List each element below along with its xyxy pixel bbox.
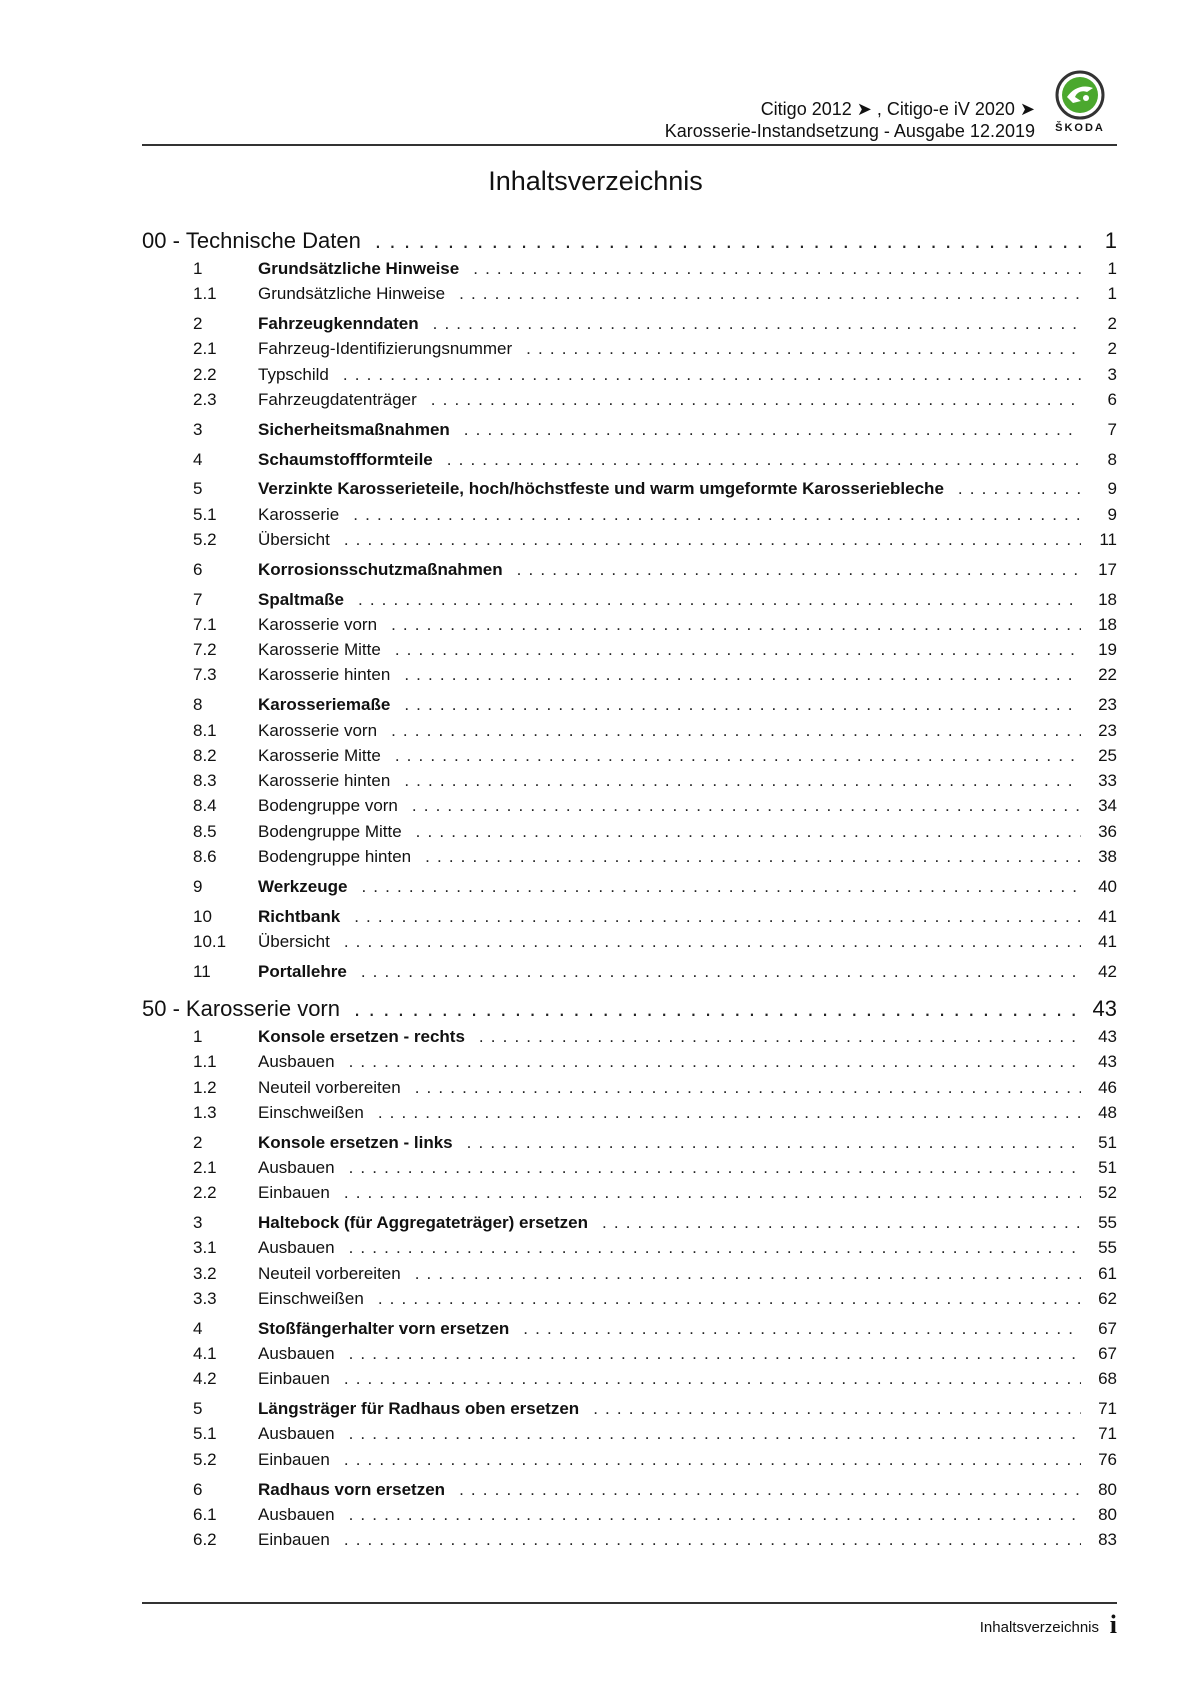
toc-number: 2.1 [193, 1158, 217, 1177]
toc-title: Einschweißen [258, 1288, 364, 1308]
toc-number: 8.3 [193, 771, 217, 791]
toc-title: Einbauen [258, 1449, 330, 1469]
toc-title: Ausbauen [258, 1238, 335, 1258]
toc-page-number: 41 [1098, 906, 1117, 926]
toc-subsection[interactable] [142, 362, 1117, 387]
toc-leader-dots [447, 447, 1081, 472]
toc-page-number: 19 [1098, 640, 1117, 660]
toc-title: Karosseriemaße [258, 695, 391, 715]
toc-page-number: 1 [1107, 284, 1117, 304]
toc-page-number: 38 [1098, 847, 1117, 867]
footer-divider [142, 1602, 1117, 1604]
toc-page-number: 51 [1098, 1158, 1117, 1177]
toc-leader-dots [358, 587, 1081, 612]
toc-number: 6 [193, 559, 203, 579]
toc-leader-dots [391, 718, 1081, 743]
toc-number: 8.4 [193, 796, 217, 816]
toc-title: Richtbank [258, 906, 341, 926]
toc-number: 7.1 [193, 614, 217, 634]
toc-title: Ausbauen [258, 1158, 335, 1177]
toc-subsection[interactable] [142, 387, 1117, 412]
toc-page-number: 52 [1098, 1183, 1117, 1203]
toc-page-number: 8 [1107, 449, 1117, 469]
toc-title: Ausbauen [258, 1504, 335, 1524]
toc-subsection[interactable] [142, 819, 1117, 844]
toc-title: Typschild [258, 364, 329, 384]
toc-chapter[interactable] [142, 994, 1117, 1024]
toc-title: Einbauen [258, 1369, 330, 1389]
toc-page-number: 3 [1107, 364, 1117, 384]
toc-subsection[interactable] [142, 1261, 1117, 1286]
toc-number: 6 [193, 1479, 203, 1499]
toc-leader-dots [353, 502, 1081, 527]
toc-title: Fahrzeugkenndaten [258, 314, 419, 334]
toc-subsection[interactable] [142, 1235, 1117, 1260]
toc-title: Technische Daten [185, 228, 361, 253]
toc-number: 1.3 [193, 1102, 217, 1122]
toc-subsection[interactable] [142, 336, 1117, 361]
toc-number: 7.2 [193, 640, 217, 660]
toc-number: 50 - [142, 996, 180, 1022]
toc-number: 8.6 [193, 847, 217, 867]
toc-page-number: 18 [1098, 614, 1117, 634]
toc-subsection[interactable] [142, 929, 1117, 954]
toc-page-number: 7 [1107, 419, 1117, 439]
footer-label: Inhaltsverzeichnis [979, 1619, 1099, 1636]
toc-title: Ausbauen [258, 1052, 335, 1072]
toc-number: 00 - [142, 228, 180, 253]
toc-title: Karosserie vorn [258, 614, 378, 634]
skoda-wordmark: ŠKODA [1055, 122, 1105, 134]
toc-title: Bodengruppe vorn [258, 796, 398, 816]
footer-page-number: i [1109, 1610, 1117, 1639]
toc-page-number: 1 [1107, 259, 1117, 278]
toc-section[interactable] [142, 256, 1117, 281]
table-of-contents [142, 226, 1117, 1552]
toc-section[interactable] [142, 311, 1117, 336]
toc-page-number: 23 [1098, 720, 1117, 740]
toc-page-number: 80 [1098, 1504, 1117, 1524]
toc-subsection[interactable] [142, 1447, 1117, 1472]
toc-leader-dots [343, 362, 1081, 387]
toc-section[interactable] [142, 587, 1117, 612]
toc-number: 3.2 [193, 1263, 217, 1283]
toc-title: Fahrzeug-Identifizierungsnummer [258, 339, 513, 359]
toc-number: 1.1 [193, 284, 217, 304]
toc-leader-dots [354, 904, 1081, 929]
toc-page-number: 61 [1098, 1263, 1117, 1283]
toc-number: 6.1 [193, 1504, 217, 1524]
toc-page-number: 55 [1098, 1213, 1117, 1233]
toc-number: 3 [193, 419, 203, 439]
toc-page-number: 68 [1098, 1369, 1117, 1389]
toc-leader-dots [344, 929, 1081, 954]
toc-leader-dots [523, 1316, 1081, 1341]
toc-page-number: 67 [1098, 1318, 1117, 1338]
toc-leader-dots [395, 743, 1081, 768]
toc-page-number: 9 [1107, 479, 1117, 499]
toc-number: 8.2 [193, 745, 217, 765]
toc-page-number: 2 [1107, 339, 1117, 359]
toc-leader-dots [479, 1024, 1081, 1049]
toc-page-number: 43 [1098, 1052, 1117, 1072]
toc-section[interactable] [142, 692, 1117, 717]
toc-leader-dots [517, 557, 1081, 582]
toc-title: Neuteil vorbereiten [258, 1263, 401, 1283]
toc-page-number: 2 [1107, 314, 1117, 334]
toc-page-number: 80 [1098, 1479, 1117, 1499]
toc-leader-dots [349, 1341, 1081, 1366]
toc-title: Karosserie vorn [258, 720, 378, 740]
toc-leader-dots [378, 1286, 1081, 1311]
toc-page-number: 83 [1098, 1530, 1117, 1550]
toc-subsection[interactable] [142, 793, 1117, 818]
toc-page-number: 17 [1098, 559, 1117, 579]
toc-title: Fahrzeugdatenträger [258, 389, 417, 409]
toc-subsection[interactable] [142, 502, 1117, 527]
toc-title: Längsträger für Radhaus oben ersetzen [258, 1399, 580, 1419]
toc-section[interactable] [142, 1316, 1117, 1341]
toc-title: Schaumstoffformteile [258, 449, 433, 469]
toc-number: 5.2 [193, 1449, 217, 1469]
toc-leader-dots [464, 417, 1081, 442]
toc-number: 5.1 [193, 504, 217, 524]
toc-section[interactable] [142, 874, 1117, 899]
toc-title: Karosserie hinten [258, 771, 391, 791]
toc-leader-dots [344, 1527, 1081, 1552]
toc-title: Ausbauen [258, 1344, 335, 1364]
toc-number: 5 [193, 479, 203, 499]
header-text [665, 98, 1035, 142]
toc-leader-dots [344, 1366, 1081, 1391]
toc-leader-dots [412, 793, 1081, 818]
toc-leader-dots [395, 637, 1081, 662]
toc-page-number: 40 [1098, 876, 1117, 896]
toc-leader-dots [404, 768, 1081, 793]
toc-title: Einschweißen [258, 1102, 364, 1122]
toc-title: Karosserie vorn [185, 996, 340, 1022]
toc-number: 3.1 [193, 1238, 217, 1258]
toc-leader-dots [415, 1075, 1081, 1100]
toc-title: Karosserie [258, 504, 340, 524]
toc-subsection[interactable] [142, 844, 1117, 869]
toc-section[interactable] [142, 417, 1117, 442]
toc-subsection[interactable] [142, 1075, 1117, 1100]
toc-leader-dots [375, 226, 1081, 256]
toc-page-number: 76 [1098, 1449, 1117, 1469]
toc-leader-dots [354, 994, 1081, 1024]
toc-number: 2.3 [193, 389, 217, 409]
header-edition-line: Karosserie-Instandsetzung - Ausgabe 12.2019 [664, 121, 1035, 141]
toc-number: 1.2 [193, 1077, 217, 1097]
toc-leader-dots [425, 844, 1081, 869]
toc-page-number: 6 [1107, 389, 1117, 409]
toc-leader-dots [361, 959, 1081, 984]
toc-leader-dots [349, 1235, 1081, 1260]
toc-title: Werkzeuge [258, 876, 348, 896]
toc-number: 5 [193, 1399, 203, 1419]
toc-leader-dots [349, 1502, 1081, 1527]
toc-leader-dots [344, 1180, 1081, 1205]
toc-leader-dots [391, 612, 1081, 637]
toc-leader-dots [433, 311, 1081, 336]
toc-number: 1 [193, 1027, 203, 1047]
toc-number: 5.1 [193, 1424, 217, 1444]
toc-number: 4 [193, 449, 203, 469]
toc-number: 6.2 [193, 1530, 217, 1550]
toc-page-number: 71 [1098, 1424, 1117, 1444]
toc-page-number: 51 [1098, 1132, 1117, 1152]
toc-title: Konsole ersetzen - rechts [258, 1027, 465, 1047]
header-divider [142, 144, 1117, 146]
toc-number: 2 [193, 314, 203, 334]
toc-title: Haltebock (für Aggregateträger) ersetzen [258, 1213, 589, 1233]
toc-page-number: 46 [1098, 1077, 1117, 1097]
toc-subsection[interactable] [142, 1341, 1117, 1366]
toc-page-number: 22 [1098, 665, 1117, 685]
toc-number: 11 [193, 961, 211, 981]
toc-title: Übersicht [258, 931, 330, 951]
toc-page-number: 1 [1104, 228, 1117, 253]
toc-page-number: 36 [1098, 821, 1117, 841]
header-model-line: Citigo 2012 ➤ , Citigo-e iV 2020 ➤ [760, 99, 1035, 119]
toc-leader-dots [467, 1130, 1081, 1155]
toc-leader-dots [349, 1155, 1081, 1180]
toc-title: Korrosionsschutzmaßnahmen [258, 559, 503, 579]
toc-title: Portallehre [258, 961, 347, 981]
toc-section[interactable] [142, 1396, 1117, 1421]
toc-page-number: 43 [1092, 996, 1117, 1022]
toc-section[interactable] [142, 1210, 1117, 1235]
toc-page-number: 55 [1098, 1238, 1117, 1258]
toc-subsection[interactable] [142, 1100, 1117, 1125]
toc-title: Einbauen [258, 1530, 330, 1550]
toc-leader-dots [404, 692, 1081, 717]
toc-title: Verzinkte Karosserieteile, hoch/höchstfeste und warm umgeformte Karosseriebleche [258, 479, 944, 499]
toc-section[interactable] [142, 1477, 1117, 1502]
toc-number: 10.1 [193, 931, 227, 951]
toc-number: 2.2 [193, 1183, 217, 1203]
skoda-logo [1049, 70, 1111, 144]
toc-leader-dots [459, 1477, 1081, 1502]
toc-number: 1 [193, 259, 203, 278]
toc-page-number: 71 [1098, 1399, 1117, 1419]
toc-number: 5.2 [193, 529, 217, 549]
toc-subsection[interactable] [142, 1286, 1117, 1311]
toc-number: 3.3 [193, 1288, 217, 1308]
toc-subsection[interactable] [142, 1049, 1117, 1074]
toc-section[interactable] [142, 447, 1117, 472]
toc-leader-dots [602, 1210, 1081, 1235]
toc-number: 2 [193, 1132, 203, 1152]
toc-page-number: 33 [1098, 771, 1117, 791]
toc-page-number: 34 [1098, 796, 1117, 816]
toc-section[interactable] [142, 1130, 1117, 1155]
toc-title: Stoßfängerhalter vorn ersetzen [258, 1318, 510, 1338]
toc-subsection[interactable] [142, 768, 1117, 793]
toc-title: Konsole ersetzen - links [258, 1132, 453, 1152]
toc-number: 10 [193, 906, 212, 926]
toc-leader-dots [431, 387, 1081, 412]
toc-leader-dots [344, 1447, 1081, 1472]
toc-number: 4.1 [193, 1344, 217, 1364]
toc-leader-dots [344, 527, 1081, 552]
toc-subsection[interactable] [142, 1502, 1117, 1527]
toc-leader-dots [361, 874, 1081, 899]
toc-subsection[interactable] [142, 718, 1117, 743]
toc-leader-dots [404, 662, 1081, 687]
toc-section[interactable] [142, 557, 1117, 582]
toc-leader-dots [459, 281, 1081, 306]
page-header [142, 60, 1117, 146]
toc-page-number: 41 [1098, 931, 1117, 951]
toc-subsection[interactable] [142, 527, 1117, 552]
toc-number: 8.1 [193, 720, 217, 740]
toc-leader-dots [416, 819, 1081, 844]
page-title: Inhaltsverzeichnis [488, 166, 703, 196]
toc-leader-dots [958, 476, 1081, 501]
toc-subsection[interactable] [142, 1366, 1117, 1391]
toc-number: 7.3 [193, 665, 217, 685]
toc-number: 3 [193, 1213, 203, 1233]
toc-section[interactable] [142, 959, 1117, 984]
toc-subsection[interactable] [142, 637, 1117, 662]
toc-title: Grundsätzliche Hinweise [258, 259, 460, 278]
toc-title: Bodengruppe Mitte [258, 821, 402, 841]
toc-page-number: 11 [1099, 529, 1117, 549]
toc-page-number: 43 [1098, 1027, 1117, 1047]
toc-page-number: 48 [1098, 1102, 1117, 1122]
toc-section[interactable] [142, 476, 1117, 501]
toc-subsection[interactable] [142, 662, 1117, 687]
toc-number: 2.2 [193, 364, 217, 384]
toc-subsection[interactable] [142, 1155, 1117, 1180]
toc-title: Neuteil vorbereiten [258, 1077, 401, 1097]
toc-title: Sicherheitsmaßnahmen [258, 419, 450, 439]
toc-number: 8.5 [193, 821, 217, 841]
toc-leader-dots [349, 1421, 1081, 1446]
toc-subsection[interactable] [142, 743, 1117, 768]
toc-title: Karosserie hinten [258, 665, 391, 685]
toc-number: 7 [193, 589, 203, 609]
toc-number: 4 [193, 1318, 203, 1338]
toc-subsection[interactable] [142, 1527, 1117, 1552]
toc-leader-dots [593, 1396, 1081, 1421]
toc-title: Grundsätzliche Hinweise [258, 284, 446, 304]
toc-title: Karosserie Mitte [258, 640, 381, 660]
toc-subsection[interactable] [142, 1180, 1117, 1205]
toc-section[interactable] [142, 904, 1117, 929]
toc-title: Übersicht [258, 529, 330, 549]
toc-number: 4.2 [193, 1369, 217, 1389]
toc-title: Radhaus vorn ersetzen [258, 1479, 446, 1499]
toc-page-number: 23 [1098, 695, 1117, 715]
toc-subsection[interactable] [142, 1421, 1117, 1446]
toc-number: 9 [193, 876, 203, 896]
toc-title: Ausbauen [258, 1424, 335, 1444]
toc-leader-dots [378, 1100, 1081, 1125]
toc-leader-dots [349, 1049, 1081, 1074]
toc-page-number: 9 [1107, 504, 1117, 524]
toc-number: 1.1 [193, 1052, 217, 1072]
toc-leader-dots [473, 256, 1081, 281]
skoda-winged-arrow-icon [1055, 70, 1105, 120]
toc-title: Einbauen [258, 1183, 330, 1203]
toc-page-number: 18 [1098, 589, 1117, 609]
toc-chapter[interactable] [142, 226, 1117, 256]
toc-title: Karosserie Mitte [258, 745, 381, 765]
toc-title: Spaltmaße [258, 589, 344, 609]
toc-page-number: 62 [1098, 1288, 1117, 1308]
toc-subsection[interactable] [142, 281, 1117, 306]
toc-subsection[interactable] [142, 612, 1117, 637]
toc-title: Bodengruppe hinten [258, 847, 412, 867]
toc-number: 2.1 [193, 339, 217, 359]
toc-page-number: 42 [1098, 961, 1117, 981]
toc-section[interactable] [142, 1024, 1117, 1049]
toc-page-number: 67 [1098, 1344, 1117, 1364]
toc-leader-dots [526, 336, 1081, 361]
toc-page-number: 25 [1098, 745, 1117, 765]
toc-number: 8 [193, 695, 203, 715]
toc-leader-dots [415, 1261, 1081, 1286]
